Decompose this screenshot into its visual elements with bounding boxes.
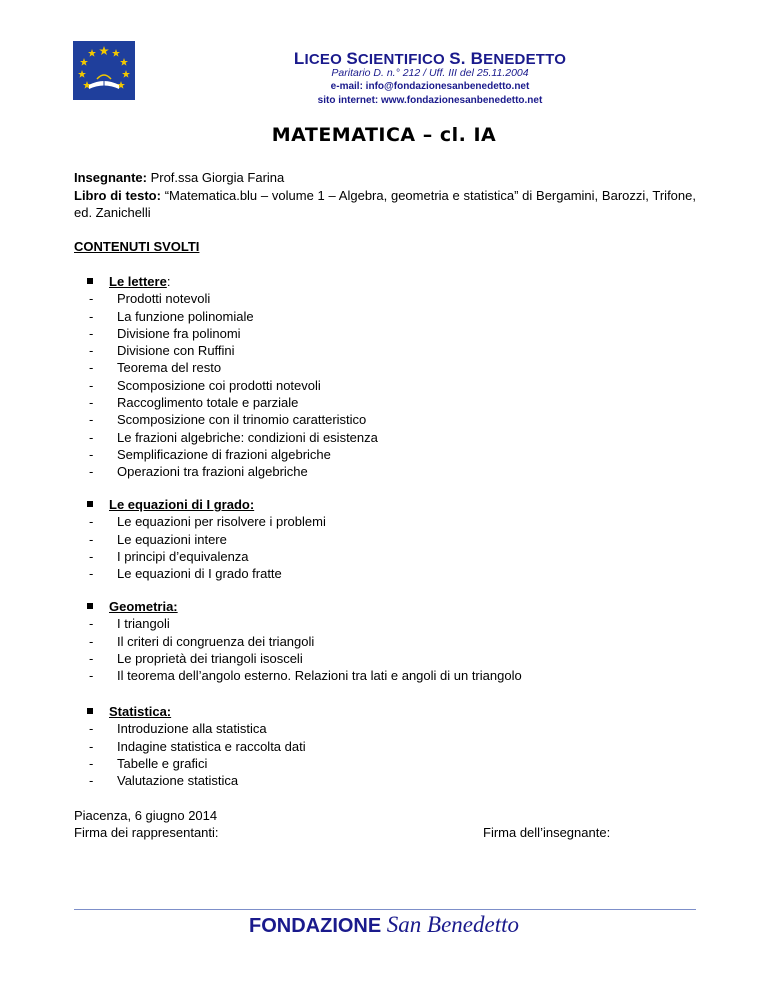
school-website: sito internet: www.fondazionesanbenedetto.net (317, 95, 543, 106)
list-item: - Le frazioni algebriche: condizioni di esistenza (87, 429, 378, 446)
list-item: - Divisione fra polinomi (87, 325, 378, 342)
teacher-line (74, 169, 284, 186)
teacher-label: Insegnante: (74, 170, 147, 185)
list-item: - Scomposizione con il trinomio caratteristico (87, 411, 378, 428)
school-name: LICEO SCIENTIFICO S. BENEDETTO (293, 49, 567, 68)
textbook-title: “Matematica.blu – volume 1 – Algebra, geometria e statistica” di Bergamini, Barozzi, Trifone, ed. Zanichelli (74, 188, 696, 220)
list-item: - Prodotti notevoli (87, 290, 378, 307)
textbook-line (74, 187, 696, 221)
topic-block (87, 273, 378, 481)
list-item: - I principi d’equivalenza (87, 548, 326, 565)
place-date: Piacenza, 6 giugno 2014 (74, 808, 218, 823)
list-item: - Le equazioni di I grado fratte (87, 565, 326, 582)
list-item: - Indagine statistica e raccolta dati (87, 738, 306, 755)
bullet-square-icon (87, 278, 93, 284)
topic-heading: Le lettere: (87, 273, 378, 290)
bullet-square-icon (87, 603, 93, 609)
section-heading: CONTENUTI SVOLTI (74, 239, 200, 254)
bullet-square-icon (87, 708, 93, 714)
school-logo (73, 41, 135, 100)
bullet-square-icon (87, 501, 93, 507)
topic-heading: Geometria: (87, 598, 522, 615)
list-item: - Operazioni tra frazioni algebriche (87, 463, 378, 480)
textbook-label: Libro di testo: (74, 188, 161, 203)
footer-divider (74, 909, 696, 910)
topic-heading: Statistica: (87, 703, 306, 720)
signature-representatives: Firma dei rappresentanti: (74, 825, 219, 840)
topic-block (87, 598, 522, 684)
list-item: - Scomposizione coi prodotti notevoli (87, 377, 378, 394)
list-item: - Tabelle e grafici (87, 755, 306, 772)
list-item: - Divisione con Ruffini (87, 342, 378, 359)
document-title: MATEMATICA – cl. IA (271, 124, 497, 146)
list-item: - I triangoli (87, 615, 522, 632)
list-item: - Valutazione statistica (87, 772, 306, 789)
list-item: - Il teorema dell’angolo esterno. Relazioni tra lati e angoli di un triangolo (87, 667, 522, 684)
footer-brand-part2: San Benedetto (386, 912, 519, 937)
list-item: - La funzione polinomiale (87, 308, 378, 325)
footer-brand-part1: FONDAZIONE (249, 915, 382, 937)
list-item: - Le proprietà dei triangoli isosceli (87, 650, 522, 667)
list-item: - Il criteri di congruenza dei triangoli (87, 633, 522, 650)
list-item: - Le equazioni per risolvere i problemi (87, 513, 326, 530)
school-email: e-mail: info@fondazionesanbenedetto.net (330, 81, 530, 92)
footer-brand (0, 912, 768, 938)
list-item: - Le equazioni intere (87, 531, 326, 548)
school-accreditation: Paritario D. n.° 212 / Uff. III del 25.11.2004 (331, 67, 529, 79)
teacher-name: Prof.ssa Giorgia Farina (146, 170, 285, 185)
topic-block (87, 703, 306, 789)
list-item: - Semplificazione di frazioni algebriche (87, 446, 378, 463)
list-item: - Raccoglimento totale e parziale (87, 394, 378, 411)
signature-teacher: Firma dell’insegnante: (483, 825, 611, 840)
list-item: - Teorema del resto (87, 359, 378, 376)
topic-block (87, 496, 326, 582)
list-item: - Introduzione alla statistica (87, 720, 306, 737)
topic-heading: Le equazioni di I grado: (87, 496, 326, 513)
